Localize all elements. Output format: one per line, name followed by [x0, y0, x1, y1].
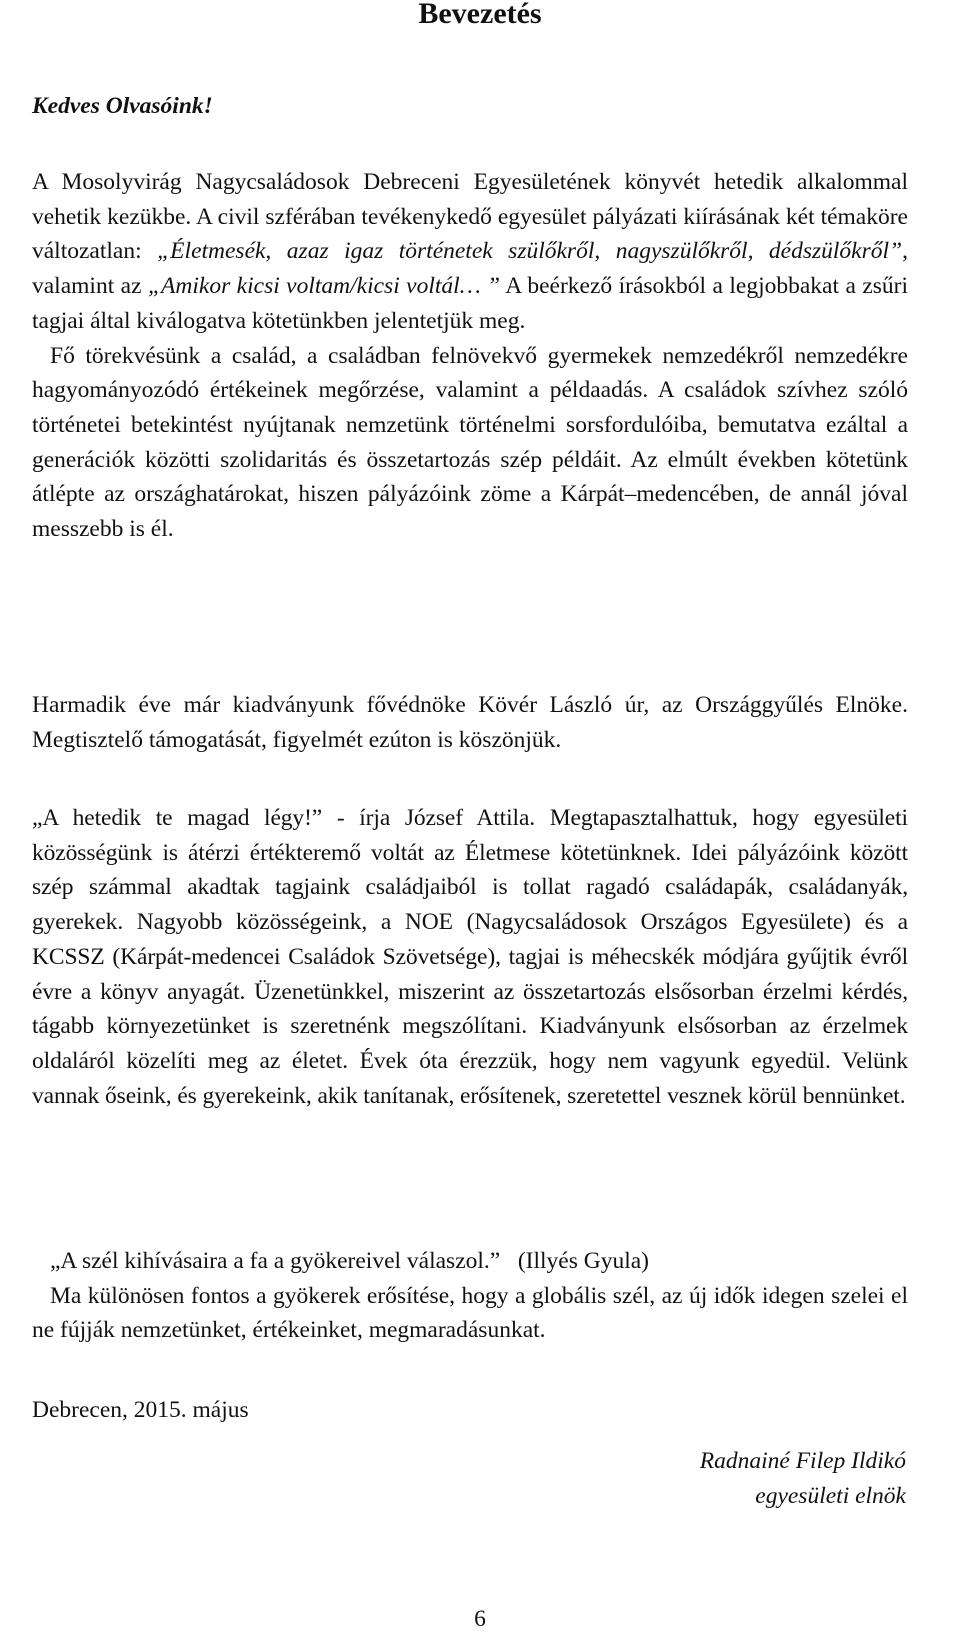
- signature-role: egyesületi elnök: [755, 1483, 906, 1509]
- illyes-paragraph: Ma különösen fontos a gyökerek erősítése, hogy a globális szél, az új idők idegen szelei el ne fújják nemzetünket, értékeinket, megmaradásunkat.: [32, 1282, 908, 1344]
- patron-paragraph: Harmadik éve már kiadványunk fővédnöke Kövér László úr, az Országgyűlés Elnöke. Megtisztelő támogatását, figyelmét ezúton is köszönjük.: [32, 692, 908, 753]
- intro-paragraph-2: Fő törekvésünk a család, a családban felnövekvő gyermekek nemzedékről nemzedékre hagyományozódó értékeinek megőrzése, valamint a példaadás. A családok szívhez szóló történetei betekintést nyújtanak nemzetünk történelmi sorsfordulóiba, bemutatva ezáltal a generációk közötti szolidaritás és összetartozás szép példáit. Az elmúlt években kötetünk átlépte az országhatárokat, hiszen pályázóink zöme a Kárpát–medencében, de annál jóval messzebb is él.: [32, 342, 908, 543]
- intro-text-e: A beérkező írásokból a legjobbakat a zsűri tagjai által kiválogatva kötetünkben jelentetjük meg.: [32, 273, 909, 334]
- illyes-section: [32, 1244, 908, 1348]
- attila-section: [32, 801, 908, 1113]
- patron-section: [32, 688, 908, 757]
- attila-paragraph: „A hetedik te magad légy!” - írja József Attila. Megtapasztalhattuk, hogy egyesületi közösségünk is átérzi értékteremő voltát az Életmese kötetünknek. Idei pályázóink között szép számmal akadtak tagjaink családjaiból is tollat ragadó családapák, családanyák, gyerekek. Nagyobb közösségeink, a NOE (Nagycsaládosok Országos Egyesülete) és a KCSSZ (Kárpát-medencei Családok Szövetsége), tagjai is méhecskék módjára gyűjtik évről évre a könyv anyagát. Üzenetünkkel, miszerint az összetartozás elsősorban érzelmi kérdés, tágabb környezetünket is szeretnénk megszólítani. Kiadványunk elsősorban az érzelmek oldaláról közelíti meg az életet. Évek óta érezzük, hogy nem vagyunk egyedül. Velünk vannak őseink, és gyerekeink, akik tanítanak, erősítenek, szeretettel vesznek körül bennünket.: [32, 805, 908, 1109]
- intro-section: [32, 165, 908, 547]
- illyes-quote: „A szél kihívásaira a fa a gyökereivel válaszol.” (Illyés Gyula): [50, 1248, 649, 1274]
- date-line: Debrecen, 2015. május: [32, 1397, 249, 1423]
- signature-block: [700, 1444, 906, 1514]
- intro-topic-2: „Amikor kicsi voltam/kicsi voltál… ”: [147, 273, 501, 300]
- signature-name: Radnainé Filep Ildikó: [699, 1448, 906, 1474]
- greeting: Kedves Olvasóink!: [32, 93, 213, 119]
- intro-text-a: A Mosolyvirág Nagycsaládosok Debreceni Egyesületének könyvét hetedik alkalommal vehetik kezükbe. A civil szférában tevékenykedő egyesület pályázati kiírásának két témaköre változatlan:: [32, 169, 908, 265]
- intro-text-c: , valamint az: [32, 238, 908, 300]
- page-number: 6: [474, 1606, 486, 1632]
- intro-paragraph-1: [32, 165, 908, 339]
- intro-topic-1: „Életmesék, azaz igaz történetek szülőkről, nagyszülőkről, dédszülőkről”: [157, 238, 903, 265]
- page-title: Bevezetés: [418, 0, 542, 30]
